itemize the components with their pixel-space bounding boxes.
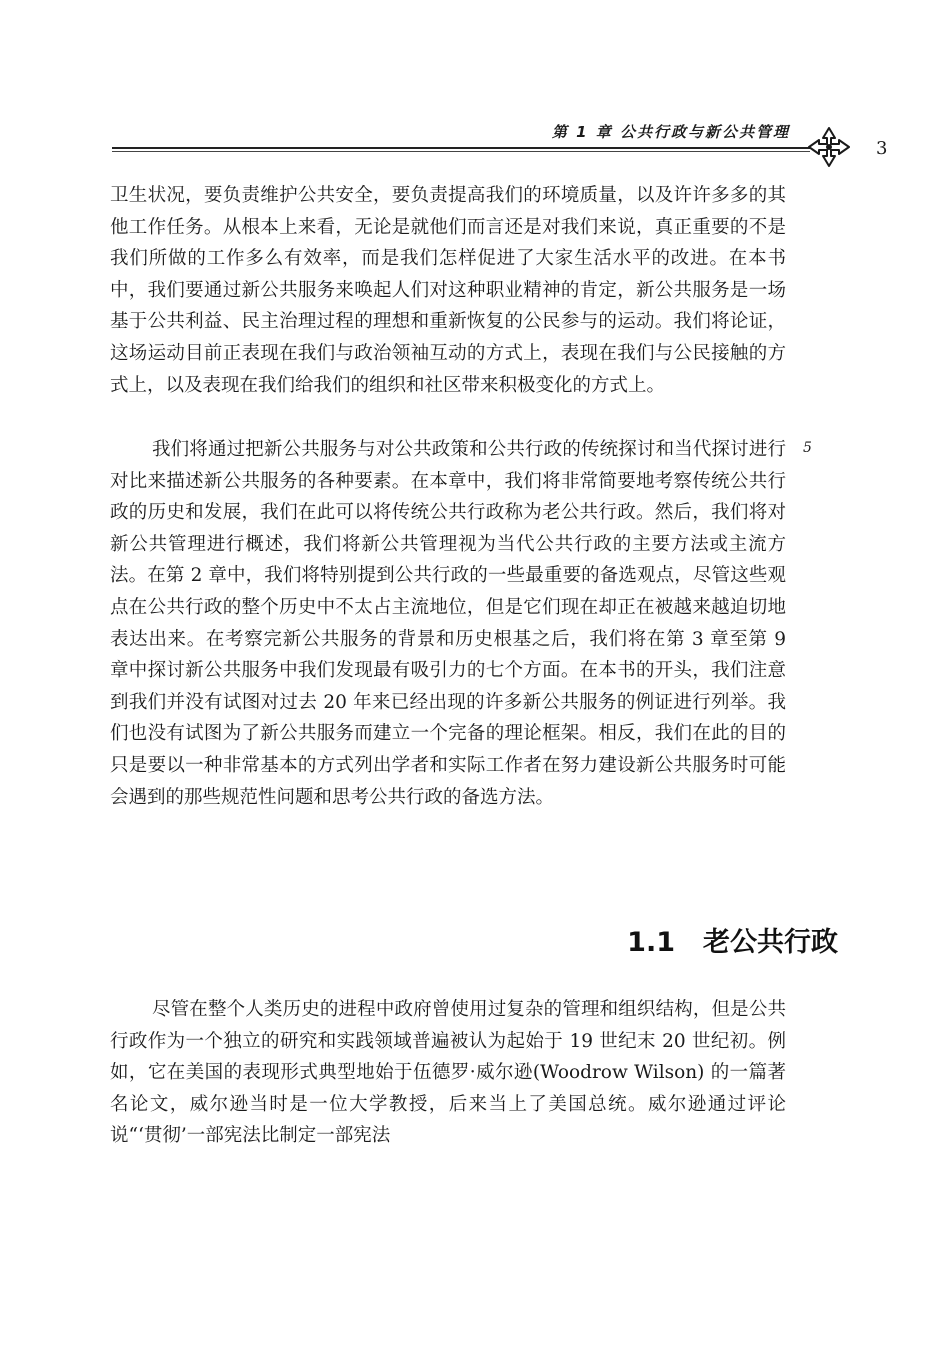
body-paragraph: 尽管在整个人类历史的进程中政府曾使用过复杂的管理和组织结构，但是公共行政作为一个独立的研究和实践领域普遍被认为起始于 19 世纪末 20 世纪初。例如，它在美国的表现形式典型地始于伍德罗·威尔逊(Woodrow Wilson) 的一篇著名论文，威尔逊当时是一位大学教授，后来当上了美国总统。威尔逊通过评论说“‘贯彻’一部宪法比制定一部宪法 (110, 999, 786, 1147)
section-heading (0, 920, 838, 959)
section-number: 1.1 (627, 927, 675, 958)
running-header-title: 第 1 章 公共行政与新公共管理 (551, 123, 790, 141)
page-number: 3 (876, 138, 888, 159)
header-rule (112, 147, 810, 149)
compass-ornament-icon (806, 126, 852, 168)
margin-line-number: 5 (803, 440, 812, 456)
header-rule-thin (112, 151, 810, 152)
body-paragraph: 卫生状况，要负责维护公共安全，要负责提高我们的环境质量，以及许许多多的其他工作任务。从根本上来看，无论是就他们而言还是对我们来说，真正重要的不是我们所做的工作多么有效率，而是我们怎样促进了大家生活水平的改进。在本书中，我们要通过新公共服务来唤起人们对这种职业精神的肯定，新公共服务是一场基于公共利益、民主治理过程的理想和重新恢复的公民参与的运动。我们将论证，这场运动目前正表现在我们与政治领袖互动的方式上，表现在我们与公民接触的方式上，以及表现在我们给我们的组织和社区带来积极变化的方式上。 (110, 185, 786, 396)
body-paragraph: 我们将通过把新公共服务与对公共政策和公共行政的传统探讨和当代探讨进行对比来描述新公共服务的各种要素。在本章中，我们将非常简要地考察传统公共行政的历史和发展，我们在此可以将传统公共行政称为老公共行政。然后，我们将对新公共管理进行概述，我们将新公共管理视为当代公共行政的主要方法或主流方法。在第 2 章中，我们将特别提到公共行政的一些最重要的备选观点，尽管这些观点在公共行政的整个历史中不太占主流地位，但是它们现在却正在被越来越迫切地表达出来。在考察完新公共服务的背景和历史根基之后，我们将在第 3 章至第 9 章中探讨新公共服务中我们发现最有吸引力的七个方面。在本书的开头，我们注意到我们并没有试图对过去 20 年来已经出现的许多新公共服务的例证进行列举。我们也没有试图为了新公共服务而建立一个完备的理论框架。相反，我们在此的目的只是要以一种非常基本的方式列出学者和实际工作者在努力建设新公共服务时可能会遇到的那些规范性问题和思考公共行政的备选方法。 (110, 439, 786, 808)
section-title: 老公共行政 (703, 927, 838, 958)
